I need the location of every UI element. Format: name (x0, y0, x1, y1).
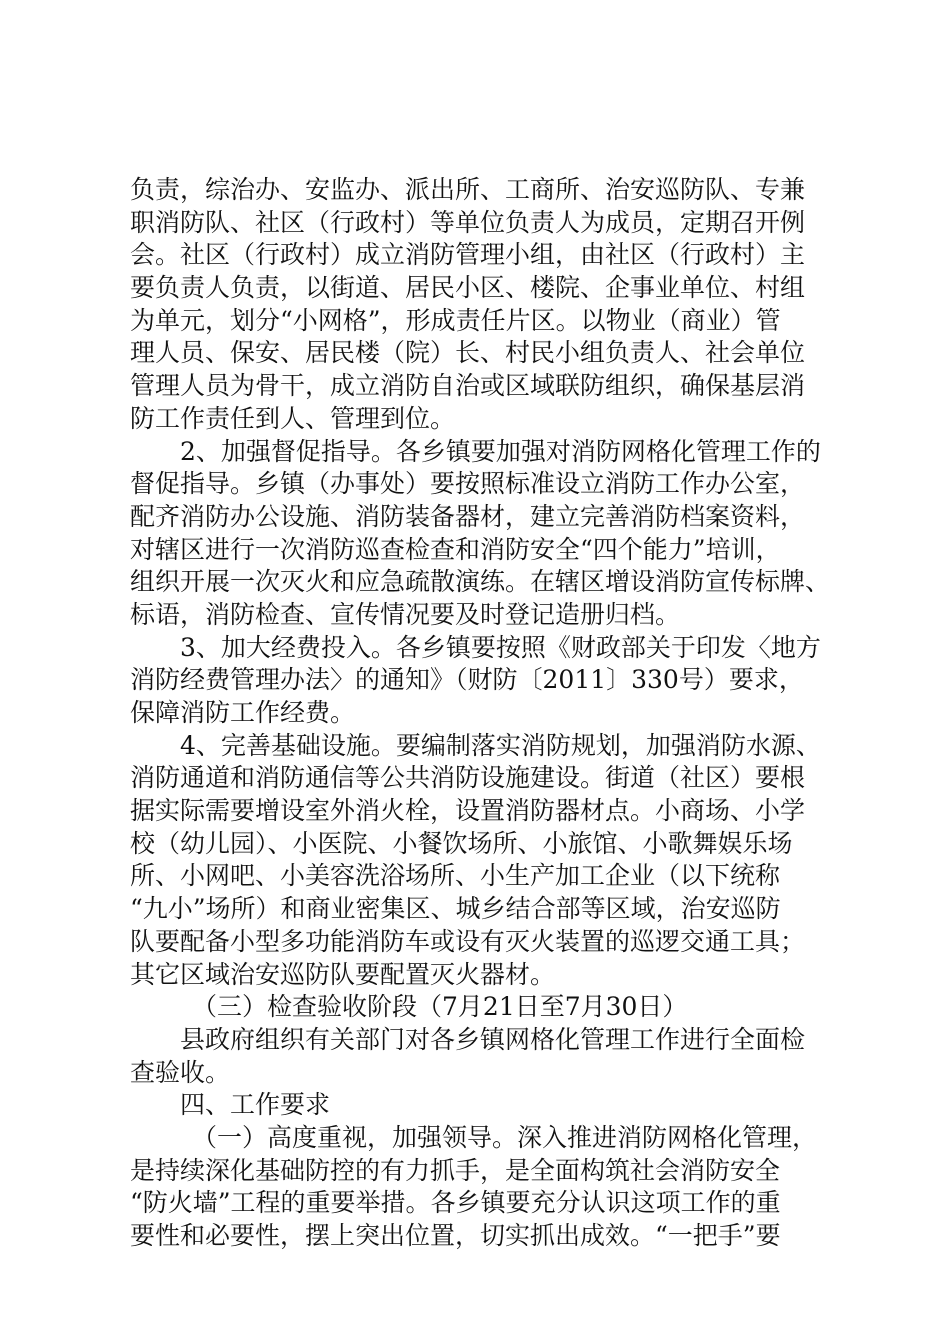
text-line: 县政府组织有关部门对各乡镇网格化管理工作进行全面检 (180, 1024, 806, 1054)
document-body (130, 174, 870, 1253)
text-line: 校（幼儿园）、小医院、小餐饮场所、小旅馆、小歌舞娱乐场 (130, 828, 793, 858)
text-line: “防火墙”工程的重要举措。各乡镇要充分认识这项工作的重 (130, 1188, 781, 1218)
text-line: 消防经费管理办法〉的通知》（财防〔2011〕330号）要求， (130, 665, 804, 695)
text-line: 督促指导。乡镇（办事处）要按照标准设立消防工作办公室， (130, 469, 806, 499)
paragraph-heading-1: （一）高度重视，加强领导。深入推进消防网格化管理， (192, 1122, 818, 1152)
text-line: 据实际需要增设室外消火栓，设置消防器材点。小商场、小学 (130, 796, 806, 826)
paragraph-heading-4: 4、完善基础设施。要编制落实消防规划，加强消防水源、 (180, 730, 821, 760)
text-line: 组织开展一次灭火和应急疏散演练。在辖区增设消防宣传标牌、 (130, 567, 831, 597)
section-heading-work-requirements: 四、工作要求 (180, 1090, 331, 1120)
text-line: 消防通道和消防通信等公共消防设施建设。街道（社区）要根 (130, 763, 806, 793)
text-line: 保障消防工作经费。 (130, 698, 356, 727)
text-line: 队要配备小型多功能消防车或设有灭火装置的巡逻交通工具； (130, 926, 806, 956)
text-line: 是持续深化基础防控的有力抓手，是全面构筑社会消防安全 (130, 1155, 781, 1185)
text-line: 查验收。 (130, 1057, 231, 1087)
text-line: 职消防队、社区（行政村）等单位负责人为成员，定期召开例 (130, 207, 806, 237)
text-line: 标语，消防检查、宣传情况要及时登记造册归档。 (130, 599, 681, 629)
text-line: 防工作责任到人、管理到位。 (130, 403, 456, 433)
text-line: 要性和必要性，摆上突出位置，切实抓出成效。“一把手”要 (130, 1221, 781, 1250)
text-line: 配齐消防办公设施、消防装备器材，建立完善消防档案资料， (130, 501, 806, 531)
text-line: 管理人员为骨干，成立消防自治或区域联防组织，确保基层消 (130, 371, 806, 401)
text-line: 其它区域治安巡防队要配置灭火器材。 (130, 959, 556, 989)
text-line: 会。社区（行政村）成立消防管理小组，由社区（行政村）主 (130, 240, 806, 270)
text-line: 为单元，划分“小网格”，形成责任片区。以物业（商业）管 (130, 305, 781, 335)
text-line: 对辖区进行一次消防巡查检查和消防安全“四个能力”培训， (130, 534, 781, 564)
text-line: 负责，综治办、安监办、派出所、工商所、治安巡防队、专兼 (130, 175, 806, 204)
text-line: 所、小网吧、小美容洗浴场所、小生产加工企业（以下统称 (130, 861, 781, 891)
paragraph-heading-2: 2、加强督促指导。各乡镇要加强对消防网格化管理工作的 (180, 436, 821, 466)
paragraph-heading-3: 3、加大经费投入。各乡镇要按照《财政部关于印发〈地方 (180, 632, 821, 662)
text-line: 理人员、保安、居民楼（院）长、村民小组负责人、社会单位 (130, 338, 806, 368)
section-heading-phase-3: （三）检查验收阶段（7月21日至7月30日） (192, 992, 688, 1022)
text-line: 要负责人负责，以街道、居民小区、楼院、企事业单位、村组 (130, 273, 806, 303)
text-line: “九小”场所）和商业密集区、城乡结合部等区域，治安巡防 (130, 894, 781, 924)
